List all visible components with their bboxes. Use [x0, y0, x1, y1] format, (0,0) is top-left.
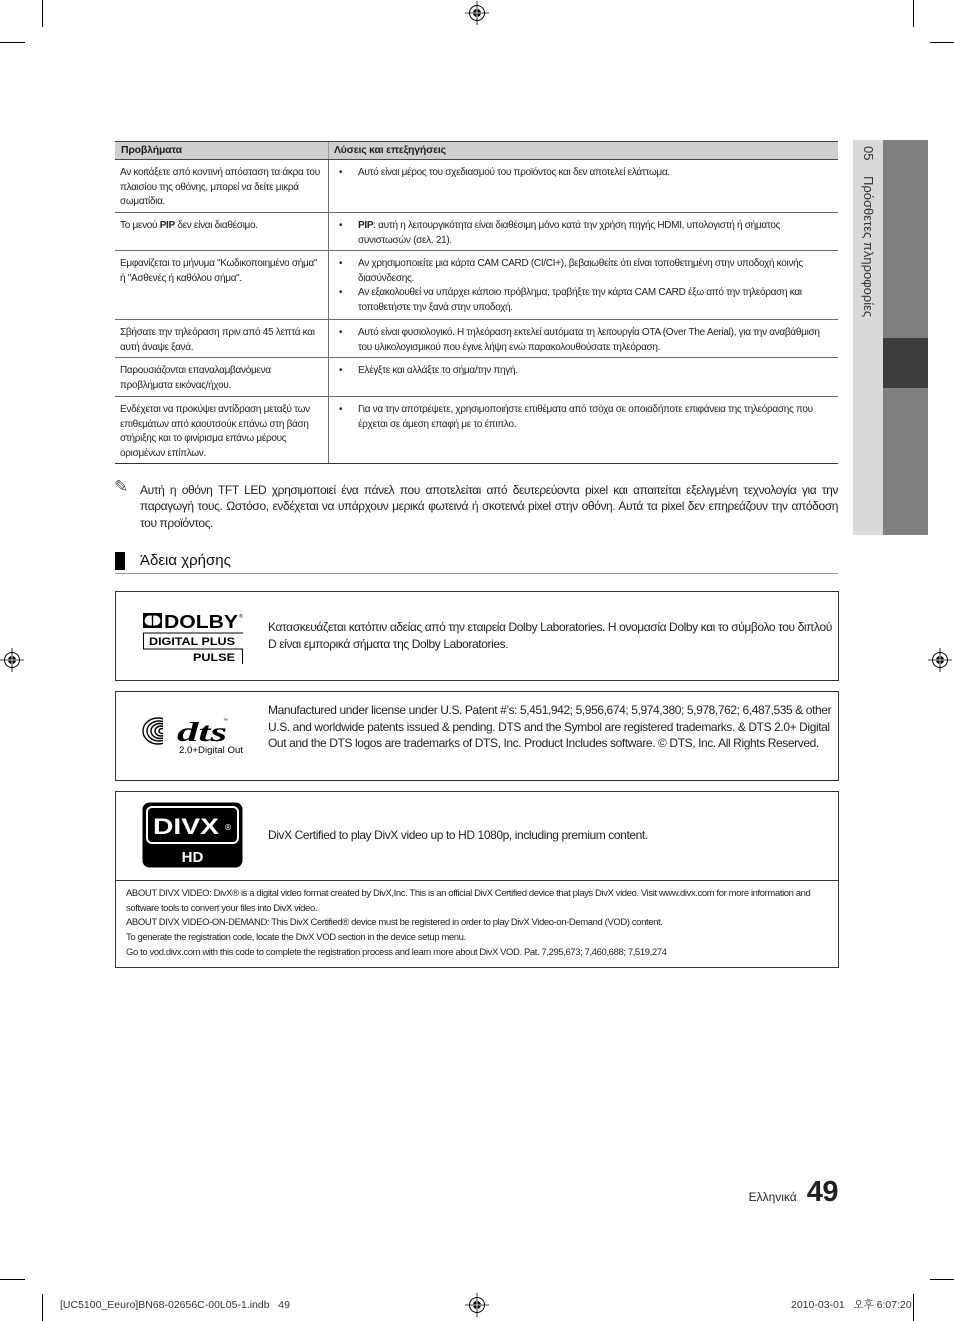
divx-caption: HD: [181, 849, 204, 866]
solution-cell: [328, 358, 838, 396]
divx-detail-line: Go to vod.divx.com with this code to complete the registration process and learn more about DivX VOD. Pat. 7,295,673; 7,460,688; 7,519,274: [126, 946, 667, 958]
solution-text: Ελέγξτε και αλλάξτε το σήμα/την πηγή.: [358, 365, 518, 376]
problem-cell: Αν κοιτάξετε από κοντινή απόσταση τα άκρα του πλαισίου της οθόνης, μπορεί να δείτε μικρά σωματίδια.: [120, 167, 320, 207]
solution-text-bold: PIP: [358, 220, 374, 231]
table-row: [115, 213, 838, 251]
dts-license-text: Manufactured under license under U.S. Patent #’s: 5,451,942; 5,956,674; 5,974,380; 5,978,762; 6,487,535 & other U.S. and worldwide patents issued & pending. DTS and the Symbol are registered trademarks. & DTS 2.0+ Digital Out and the DTS logos are trademarks of DTS, Inc. Product Includes software. © DTS, Inc. All Rights Reserved.: [268, 703, 832, 750]
page-number: 49: [806, 1176, 838, 1208]
crop-mark-bottom-left-v: [42, 1294, 43, 1321]
note-text: Αυτή η οθόνη TFT LED χρησιμοποιεί ένα πάνελ που αποτελείται από δευτερεύοντα pixel και απαιτείται εξελιγμένη τεχνολογία για την παραγωγή τους. Ωστόσο, ενδέχεται να υπάρχουν μερικά φωτεινά ή σκοτεινά pixel στην οθόνη. Αυτά τα pixel δεν επηρεάζουν την απόδοση του προϊόντος.: [140, 483, 838, 530]
solution-item: [339, 364, 830, 379]
header-problems: Προβλήματα: [121, 144, 182, 157]
bullet: •: [339, 404, 343, 415]
problem-cell: [115, 213, 328, 250]
table-row: [115, 251, 838, 320]
solution-cell: [328, 213, 838, 250]
solution-item: [339, 166, 830, 181]
dolby-reg-mark: ®: [239, 614, 243, 620]
slug-timestamp: 2010-03-01 오후 6:07:20: [791, 1299, 912, 1311]
page-footer: [749, 1176, 838, 1209]
solution-cell: [328, 320, 838, 357]
divx-divider: [116, 880, 838, 881]
crop-mark-top-right-v: [913, 0, 914, 27]
table-row: [115, 320, 838, 358]
problem-cell: Ενδέχεται να προκύψει αντίδραση μεταξύ των επιθεμάτων από καουτσούκ επάνω στη βάση στήριξης και το φινίρισμα επάνω μέρους ορισμένων επίπλων.: [120, 404, 310, 459]
dts-wordmark: dts: [177, 717, 227, 747]
note-pencil-icon: ✎: [114, 477, 129, 497]
section-heading: Άδεια χρήσης: [140, 552, 231, 569]
dolby-license-text: Κατασκευάζεται κατόπιν αδείας από την εταιρεία Dolby Laboratories. Η ονομασία Dolby και το σύμβολο του διπλού D είναι εμπορικά σήματα της Dolby Laboratories.: [268, 620, 832, 651]
problem-cell: Σβήσατε την τηλεόραση πριν από 45 λεπτά και αυτή άναψε ξανά.: [120, 327, 315, 353]
solution-text: Αν χρησιμοποιείτε μια κάρτα CAM CARD (CI/CI+), βεβαιωθείτε ότι είναι τοποθετημένη στην υποδοχή κοινής διασύνδεσης.: [358, 258, 803, 284]
bullet: •: [339, 365, 343, 376]
chapter-title: Πρόσθετες πληροφορίες: [861, 176, 876, 318]
problem-cell: Εμφανίζεται το μήνυμα "Κωδικοποιημένο σήμα" ή "Ασθενές ή καθόλου σήμα".: [120, 258, 318, 284]
crop-mark-bottom-left-h: [0, 1279, 25, 1280]
problem-text: δεν είναι διαθέσιμο.: [174, 220, 258, 231]
registration-mark-icon: [465, 1293, 489, 1317]
table-row: [115, 358, 838, 397]
divx-details: [126, 887, 831, 961]
crop-mark-top-left-v: [42, 0, 43, 27]
chapter-number: 05: [861, 146, 876, 161]
solution-text: Αυτό είναι φυσιολογικό. Η τηλεόραση εκτελεί αυτόματα τη λειτουργία OTA (Over The Aerial), για την αναβάθμιση του υλικολογισμικού που έγινε λήψη ενώ παρακολουθούσατε τηλεόραση.: [358, 327, 820, 353]
problem-cell: Παρουσιάζονται επαναλαμβανόμενα προβλήματα εικόνας/ήχου.: [120, 365, 271, 391]
divx-wordmark: DIVX: [153, 814, 220, 839]
footer-language: Ελληνικά: [748, 1190, 797, 1204]
dts-logo: [141, 714, 245, 756]
header-solutions: Λύσεις και επεξηγήσεις: [328, 142, 838, 159]
crop-mark-top-right-h: [930, 42, 954, 43]
divx-detail-line: ABOUT DIVX VIDEO-ON-DEMAND: This DivX Certified® device must be registered in order to play DivX Video-on-Demand (VOD) content.: [126, 917, 663, 929]
table-row: [115, 160, 838, 213]
divx-license-text: DivX Certified to play DivX video up to HD 1080p, including premium content.: [268, 828, 648, 842]
dolby-line2: PULSE: [193, 652, 235, 664]
divx-detail-line: ABOUT DIVX VIDEO: DivX® is a digital video format created by DivX,Inc. This is an official DivX Certified device that plays DivX video. Visit www.divx.com for more information and software tools to convert your files into DivX video.: [126, 888, 811, 914]
solution-item: [339, 403, 830, 432]
license-box-dolby: [115, 591, 839, 681]
dolby-logo: [141, 611, 245, 665]
crop-mark-bottom-right-h: [930, 1279, 954, 1280]
license-box-dts: [115, 691, 839, 781]
bullet: •: [339, 327, 343, 338]
solution-cell: [328, 160, 838, 212]
solution-item: [339, 219, 830, 248]
troubleshooting-table: [115, 141, 838, 464]
divx-reg-mark: ®: [224, 823, 232, 832]
chapter-side-tab: [853, 140, 928, 535]
solution-text: Αν εξακολουθεί να υπάρχει κάποιο πρόβλημα, τραβήξτε την κάρτα CAM CARD έξω από την τηλεόραση και τοποθετήστε την ξανά στην υποδοχή.: [358, 287, 802, 313]
solution-cell: [328, 397, 838, 463]
dts-caption: 2.0+Digital Out: [179, 745, 244, 756]
registration-mark-icon: [928, 648, 952, 672]
problem-text-bold: PIP: [159, 220, 175, 231]
solution-item: [339, 257, 830, 286]
section-heading-bar: [115, 552, 125, 570]
bullet: •: [339, 287, 343, 298]
solution-item: [339, 326, 830, 355]
crop-mark-top-left-h: [0, 42, 25, 43]
bullet: •: [339, 258, 343, 269]
divx-detail-line: To generate the registration code, locate the DivX VOD section in the device setup menu.: [126, 932, 466, 944]
solution-text: Για να την αποτρέψετε, χρησιμοποιήστε επιθέματα από τσόχα σε οποιαδήποτε επιφάνεια της τηλεόρασης που έρχεται σε άμεση επαφή με το έπιπλο.: [358, 404, 813, 430]
solution-cell: [328, 251, 838, 319]
bullet: •: [339, 167, 343, 178]
solution-item: [339, 286, 830, 315]
dolby-wordmark: DOLBY: [164, 612, 238, 632]
dts-tm-mark: ™: [223, 718, 228, 724]
crop-mark-bottom-right-v: [913, 1294, 914, 1321]
bullet: •: [339, 220, 343, 231]
solution-text-rest: : αυτή η λειτουργικότητα είναι διαθέσιμη μόνο κατά την χρήση πηγής HDMI, υπολογιστή ή σήματος συνιστωσών (σελ. 21).: [358, 220, 781, 246]
table-row: [115, 397, 838, 464]
tab-active-marker: [883, 338, 928, 388]
divx-hd-logo: [142, 802, 244, 869]
table-header-row: [115, 141, 838, 160]
solution-text: Αυτό είναι μέρος του σχεδιασμού του προϊόντος και δεν αποτελεί ελάττωμα.: [358, 167, 670, 178]
section-heading-rule: [115, 573, 838, 574]
slug-file: [UC5100_Eeuro]BN68-02656C-00L05-1.indb 49: [60, 1299, 290, 1311]
dolby-line1: DIGITAL PLUS: [149, 636, 235, 648]
problem-text: Το μενού: [120, 220, 160, 231]
registration-mark-icon: [0, 648, 24, 672]
license-box-divx: [115, 791, 839, 968]
registration-mark-icon: [465, 1, 489, 25]
solution-text: [358, 219, 830, 248]
